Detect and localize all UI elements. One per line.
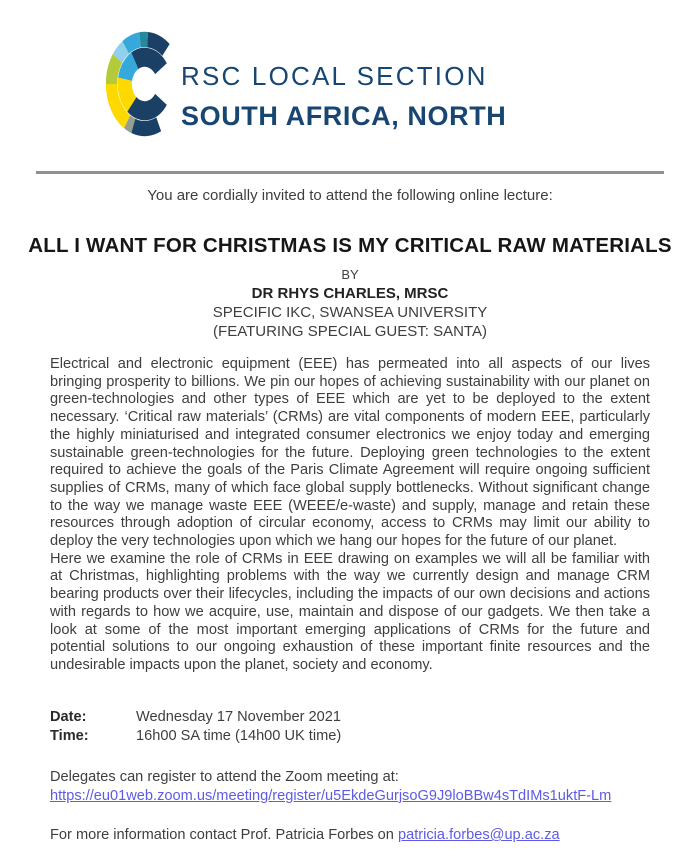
rsc-logo: [103, 28, 175, 140]
date-value: Wednesday 17 November 2021: [136, 709, 341, 725]
logo-arc-gray: [127, 122, 133, 126]
org-name: RSC LOCAL SECTION: [181, 61, 488, 91]
date-label: Date:: [50, 709, 87, 725]
invite-line: You are cordially invited to attend the following online lecture:: [147, 187, 553, 204]
lecture-title: ALL I WANT FOR CHRISTMAS IS MY CRITICAL RAW MATERIALS: [28, 234, 672, 257]
time-row: [50, 727, 341, 746]
rsc-ribbon-c-icon: [103, 28, 175, 140]
date-row: [50, 708, 341, 727]
contact-line: [50, 827, 560, 843]
logo-arc-cyan: [126, 40, 140, 48]
logo-arc-light-blue: [117, 47, 125, 58]
abstract: [50, 356, 650, 675]
zoom-registration-link[interactable]: https://eu01web.zoom.us/meeting/register/u5EkdeGurjsoG9J9loBBw4sTdIMs1uktF-Lm: [50, 788, 612, 804]
abstract-paragraph-1: Electrical and electronic equipment (EEE) has permeated into all aspects of our lives bringing prosperity to billions. We pin our hopes of achieving sustainability with our planet on green-technologies and other types of EEE which are yet to be deployed to the extent necessary. ‘Critical raw materials’ (CRMs) are vital components of modern EEE, particularly the highly miniaturised and integrated consumer electronics we enjoy today and emerging sustainable green-technologies for the future. Deploying green technologies to the extent required to achieve the goals of the Paris Climate Agreement will require ongoing sufficient supplies of CRMs, many of which face global supply bottlenecks. Without significant change to the way we manage waste EEE (WEEE/e-waste) and supply, manage and retain these resources through adoption of circular economy, access to CRMs may limit our ability to deploy the very technologies upon which we hang our hopes for the future of our planet.: [50, 356, 650, 550]
time-label: Time:: [50, 728, 89, 744]
section-name: SOUTH AFRICA, NORTH: [181, 101, 507, 131]
register-intro: Delegates can register to attend the Zoom meeting at:: [50, 769, 399, 785]
logo-c-cyan: [125, 61, 135, 79]
abstract-paragraph-2: Here we examine the role of CRMs in EEE drawing on examples we will all be familiar with at Christmas, highlighting problems with the way we currently design and manage CRM bearing products over their lifecycles, including the impacts of our own decisions and actions with regards to how we acquire, use, maintain and dispose of our gadgets. We then take a look at some of the most important emerging applications of CRMs for the future and potential solutions to our ongoing exhaustion of these important finite resources and the undesirable impacts upon the planet, society and economy.: [50, 550, 650, 673]
by-label: BY: [341, 267, 359, 282]
contact-email-link[interactable]: patricia.forbes@up.ac.za: [397, 827, 560, 843]
logo-c-yellow: [125, 79, 132, 104]
event-details: [50, 708, 341, 746]
logo-c-navy-bottom: [132, 99, 161, 110]
logo-arc-lime: [112, 58, 118, 84]
speaker-affiliation: SPECIFIC IKC, SWANSEA UNIVERSITY: [212, 304, 488, 321]
logo-arc-navy-bottom: [133, 124, 158, 128]
divider-rule: [36, 171, 664, 174]
lecture-title-block: [0, 234, 700, 341]
speaker-name: DR RHYS CHARLES, MRSC: [251, 285, 449, 302]
contact-text: For more information contact Prof. Patricia Forbes on: [50, 827, 398, 843]
time-value: 16h00 SA time (14h00 UK time): [136, 728, 342, 744]
logo-c-navy-top: [135, 57, 161, 68]
featuring-line: (FEATURING SPECIAL GUEST: SANTA): [213, 323, 487, 340]
logo-arc-navy-top-right: [148, 40, 166, 50]
registration-block: [50, 768, 611, 806]
header-wordmark: [181, 63, 506, 130]
